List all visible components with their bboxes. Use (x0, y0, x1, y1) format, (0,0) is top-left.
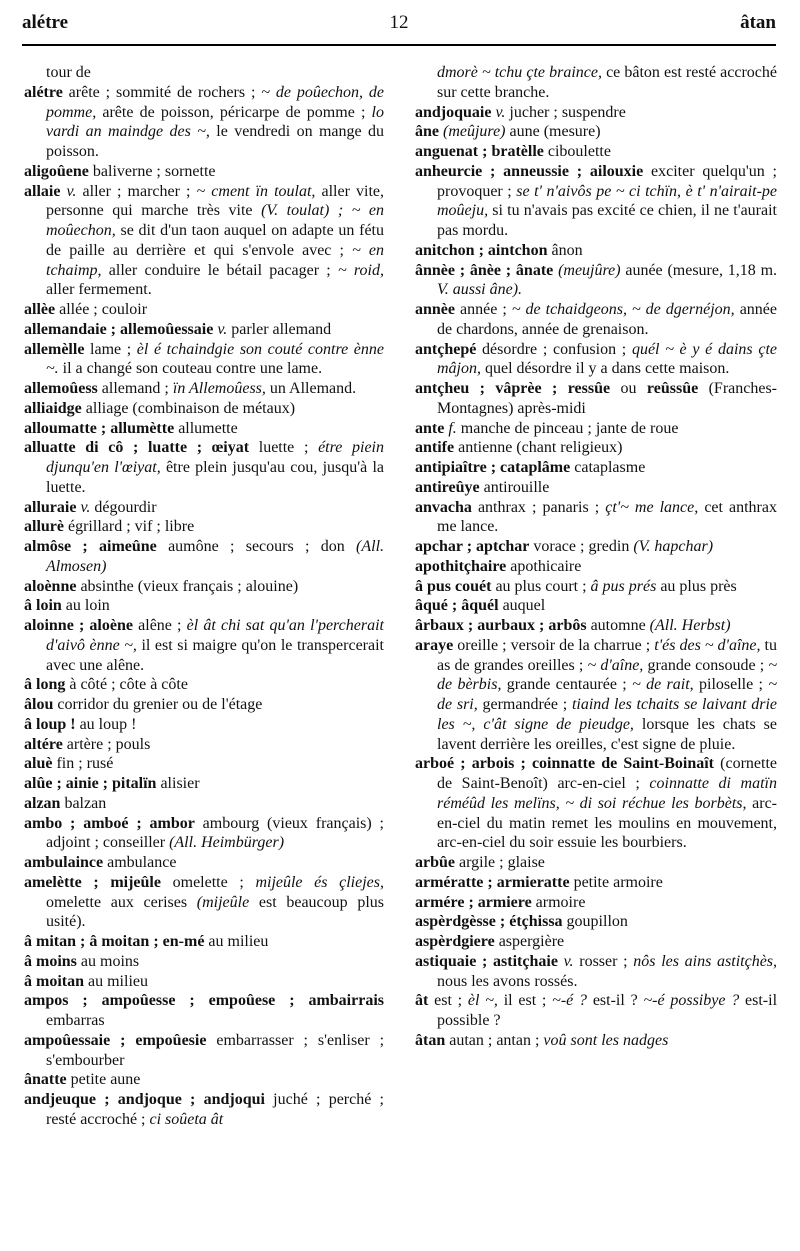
entry-definition: ce bâton est resté accroché sur cette branche. (437, 64, 778, 101)
entry-headword: amelètte ; mijeûle (24, 873, 161, 891)
dictionary-entry (415, 537, 777, 557)
entry-example: se t' n'aivôs pe ~ ci tchïn, è t' n'airait-pe moûeju, (437, 182, 777, 220)
entry-definition: aunée (mesure, 1,18 m. (620, 261, 778, 279)
dictionary-entry (24, 952, 384, 972)
left-column (24, 63, 384, 1130)
dictionary-entry (24, 932, 384, 952)
dictionary-entry (415, 340, 777, 380)
entry-headword: alzan (24, 794, 61, 812)
dictionary-entry (415, 63, 777, 103)
entry-definition: rosser ; (573, 952, 634, 970)
entry-headword: armératte ; armieratte (415, 873, 570, 891)
entry-example: voû sont les nadges (543, 1031, 669, 1049)
entry-headword: aloinne ; aloène (24, 617, 133, 634)
entry-definition: exciter quelqu'un ; provoquer ; (437, 162, 777, 200)
entry-headword: â pus couét (415, 577, 492, 595)
entry-definition: alliage (combinaison de métaux) (81, 399, 296, 417)
entry-headword: ambo ; amboé ; ambor (24, 814, 195, 832)
dictionary-entry (415, 577, 777, 597)
entry-definition: piloselle ; (693, 676, 769, 694)
entry-headword: â loup ! (24, 715, 76, 733)
dictionary-entry (24, 1031, 384, 1071)
entry-headword: armére ; armiere (415, 893, 532, 911)
entry-definition: il est ; (497, 992, 553, 1010)
dictionary-entry (415, 379, 777, 419)
entry-headword: anguenat ; bratèlle (415, 143, 544, 160)
entry-example: (meûjure) (443, 123, 506, 141)
entry-example: (V. hapchar) (633, 538, 714, 555)
entry-example: v. (217, 320, 228, 338)
entry-headword: antipiaître ; cataplâme (415, 459, 571, 476)
entry-definition: omelette ; (160, 873, 256, 891)
dictionary-entry (415, 103, 777, 123)
dictionary-entry (24, 83, 384, 162)
entry-definition: aumône ; secours ; don (156, 538, 357, 555)
entry-example: ~ de bèrbis, (437, 656, 778, 694)
entry-definition: corridor du grenier ou de l'étage (53, 696, 263, 713)
entry-headword: alétre (24, 83, 63, 101)
entry-headword: antçheu ; vâprèe ; ressûe (415, 380, 611, 397)
entry-example: ~ de rait, (632, 676, 694, 694)
entry-definition: oreille ; versoir de la charrue ; (453, 636, 655, 654)
dictionary-entry (24, 419, 384, 439)
entry-definition: cet anthrax me lance. (437, 498, 777, 536)
entry-headword: aloènne (24, 577, 77, 595)
entry-definition: allumette (174, 419, 238, 437)
entry-example: (All. Herbst) (649, 617, 731, 634)
entry-definition: au milieu (204, 933, 269, 950)
dictionary-entry (24, 794, 384, 814)
entry-example: â pus prés (590, 577, 657, 595)
entry-headword: allemèlle (24, 340, 85, 358)
entry-definition: il est si maigre qu'on le transpercerait avec une alêne. (46, 636, 384, 674)
entry-example: t'és des ~ d'aîne, (654, 636, 761, 654)
dictionary-entry (24, 1090, 384, 1130)
entry-definition: vorace ; gredin (529, 538, 634, 555)
entry-headword: anheurcie ; anneussie ; ailouxie (415, 162, 644, 180)
dictionary-entry (415, 873, 777, 893)
entry-definition: au loup ! (75, 715, 137, 733)
entry-headword: arboé ; arbois ; coinnatte de Saint-Boinaît (415, 755, 715, 773)
entry-example: (V. toulat) ; ~ en moûechon, (46, 202, 384, 239)
entry-example: quél ~ è y é dains çte mâjon, (437, 340, 778, 378)
entry-example: èl ât chi sat qu'an l'percherait d'aivô ènne ~, (46, 617, 384, 654)
entry-definition: quel désordre il y a dans cette maison. (481, 360, 730, 378)
entry-definition: au loin (61, 597, 110, 615)
dictionary-entry (24, 320, 384, 340)
entry-headword: allèe (24, 301, 56, 318)
entry-definition: année ; (455, 301, 512, 318)
entry-definition: embarrasser ; s'enliser ; s'embourber (46, 1031, 385, 1069)
entry-definition: juché ; perché ; resté accroché ; (46, 1091, 384, 1128)
entry-definition: grande centaurée ; (501, 676, 633, 694)
entry-definition: il a changé son couteau contre une lame. (58, 360, 323, 378)
entry-headword: antife (415, 439, 455, 457)
entry-definition: ou (610, 380, 647, 397)
entry-definition: antirouille (479, 478, 550, 496)
entry-example: tiaind les tchaits se laivant drie les ~, c'ât signe de pieudge, (437, 696, 778, 733)
entry-example: v. (495, 103, 506, 121)
entry-headword: aligoûene (24, 162, 89, 180)
entry-definition: aller ; marcher ; (76, 182, 197, 200)
dictionary-entry (415, 616, 777, 636)
entry-definition: si tu n'avais pas excité ce chien, il ne t'aurait pas mordu. (437, 202, 777, 239)
dictionary-entry (24, 715, 384, 735)
entry-example: ~ de sri, (437, 676, 777, 713)
entry-headword: almôse ; aimeûne (24, 538, 157, 555)
entry-definition: autan ; antan ; (445, 1031, 544, 1049)
dictionary-entry (24, 991, 384, 1031)
right-column (415, 63, 777, 1051)
entry-definition: aller fermement. (46, 281, 152, 299)
dictionary-entry (24, 63, 384, 83)
dictionary-entry (415, 893, 777, 913)
entry-example: nôs les ains astitçhès, (633, 952, 778, 970)
dictionary-entry (24, 399, 384, 419)
entry-definition: embarras (46, 1012, 105, 1029)
entry-headword: annèe (415, 301, 455, 318)
entry-example: v. (66, 182, 77, 200)
entry-definition: allée ; couloir (55, 301, 148, 318)
entry-headword: ânnèe ; ânèe ; ânate (415, 261, 554, 279)
dictionary-entry (24, 379, 384, 399)
entry-headword: anvacha (415, 498, 472, 516)
entry-definition: apothicaire (506, 557, 582, 575)
dictionary-entry (24, 735, 384, 755)
entry-definition: goupillon (562, 913, 628, 931)
entry-definition: ambulance (103, 854, 177, 871)
entry-example: étre piein djunqu'en l'œiyat, (46, 439, 385, 476)
dictionary-entry (24, 577, 384, 597)
entry-headword: allemandaie ; allemoûessaie (24, 320, 214, 338)
entry-example: v. (80, 498, 91, 516)
entry-definition: petite armoire (569, 873, 663, 891)
dictionary-entry (415, 596, 777, 616)
entry-headword: â moins (24, 952, 77, 970)
entry-example: ~ en tchaimp, (46, 241, 384, 279)
entry-headword: âqué ; âquél (415, 597, 499, 615)
entry-example: (All. Almosen) (46, 538, 385, 575)
entry-example: ~-é possibye ? (643, 992, 740, 1010)
dictionary-entry (415, 438, 777, 458)
entry-definition: argile ; glaise (455, 854, 545, 871)
entry-headword: allemoûess (24, 380, 98, 397)
entry-definition: égrillard ; vif ; libre (64, 518, 195, 536)
header-right-headword: âtan (740, 12, 776, 33)
dictionary-entry (24, 754, 384, 774)
entry-headword: âtan (415, 1031, 446, 1049)
dictionary-entry (24, 695, 384, 715)
entry-definition: manche de pinceau ; jante de roue (456, 419, 679, 437)
entry-headword: âne (415, 123, 439, 141)
entry-example: ci soûeta ât (149, 1110, 224, 1128)
entry-definition: au plus près (656, 577, 737, 595)
entry-headword: alloumatte ; allumètte (24, 419, 175, 437)
entry-headword: ânatte (24, 1071, 67, 1089)
dictionary-entry (24, 873, 384, 932)
dictionary-entry (415, 1031, 777, 1051)
entry-headword: antçhepé (415, 340, 477, 358)
dictionary-entry (415, 991, 777, 1031)
entry-definition: absinthe (vieux français ; alouine) (76, 577, 299, 595)
entry-example: èl é tchaindgie son couté contre ènne ~. (46, 340, 384, 378)
entry-definition: dégourdir (90, 498, 157, 516)
entry-definition: est-il ? (587, 992, 644, 1010)
entry-headword: antireûye (415, 478, 480, 496)
entry-headword: â mitan ; â moitan ; en-mé (24, 933, 205, 950)
entry-example: (mijeûle (196, 893, 250, 911)
dictionary-entry (415, 261, 777, 301)
dictionary-entry (415, 932, 777, 952)
dictionary-entry (415, 952, 777, 992)
entry-headword: ambulaince (24, 854, 104, 871)
dictionary-entry (415, 142, 777, 162)
entry-headword: alluraie (24, 498, 77, 516)
entry-example: ~ de tchaidgeons, ~ de dgernéjon, (511, 301, 735, 318)
entry-definition: à côté ; côte à côte (65, 676, 188, 694)
dictionary-entry (24, 616, 384, 675)
entry-headword: arbûe (415, 854, 455, 871)
entry-example: v. (563, 952, 574, 970)
dictionary-entry (415, 300, 777, 340)
entry-definition: (cornette de Saint-Benoît) arc-en-ciel ; (437, 755, 777, 792)
entry-example: çt'~ me lance, (605, 498, 699, 516)
entry-definition: antienne (chant religieux) (454, 439, 623, 457)
dictionary-entry (24, 498, 384, 518)
entry-example: ~-é ? (552, 992, 588, 1010)
dictionary-entry (415, 498, 777, 538)
entry-example: ~ de poûechon, de pomme, (46, 83, 385, 121)
dictionary-entry (415, 458, 777, 478)
entry-definition: un Allemand. (265, 380, 357, 397)
entry-definition: arête de poisson, péricarpe de pomme ; (96, 103, 372, 121)
entry-headword: altére (24, 735, 63, 753)
page-number: 12 (389, 12, 409, 33)
entry-headword: andjeuque ; andjoque ; andjoqui (24, 1091, 265, 1108)
dictionary-entry (415, 241, 777, 261)
entry-headword: apothitçhaire (415, 557, 507, 575)
dictionary-entry (24, 340, 384, 380)
dictionary-entry (24, 517, 384, 537)
dictionary-entry (415, 853, 777, 873)
entry-definition: année de chardons, année de grenaison. (437, 301, 778, 338)
entry-example: èl ~, (467, 992, 498, 1010)
entry-definition: nous les avons rossés. (437, 972, 578, 990)
entry-headword: ampoûessaie ; empoûesie (24, 1031, 207, 1049)
entry-definition: lorsque les chats se lavent derrière les oreilles, c'est signe de pluie. (437, 715, 777, 753)
entry-definition: alêne ; (132, 617, 187, 634)
dictionary-entry (24, 774, 384, 794)
entry-definition: ânon (547, 241, 583, 259)
entry-example: lo vardi an maindge des ~, (46, 103, 384, 141)
entry-headword: ârbaux ; aurbaux ; arbôs (415, 617, 587, 634)
entry-headword: âlou (24, 696, 54, 713)
entry-definition: aller vite, personne qui marche très vite (46, 182, 384, 220)
entry-definition: le vendredi on mange du poisson. (46, 123, 385, 160)
entry-definition: armoire (531, 893, 586, 911)
entry-definition: aller conduire le bétail pacager ; (101, 261, 339, 279)
entry-definition: auquel (498, 597, 546, 615)
entry-definition: baliverne ; sornette (88, 162, 216, 180)
entry-definition: au plus court ; (491, 577, 591, 595)
dictionary-entry (24, 972, 384, 992)
entry-definition: ciboulette (543, 143, 611, 160)
entry-example: V. aussi âne). (437, 281, 523, 299)
entry-definition: jucher ; suspendre (505, 103, 626, 121)
entry-example: ~ roid, (338, 261, 385, 279)
entry-headword: allurè (24, 518, 64, 536)
dictionary-entry (24, 162, 384, 182)
entry-headword: alluatte di cô ; luatte ; œiyat (24, 439, 250, 457)
dictionary-entry (415, 557, 777, 577)
entry-definition: petite aune (66, 1071, 141, 1089)
entry-definition: aune (mesure) (505, 123, 601, 141)
entry-headword: ante (415, 419, 445, 437)
entry-headword: alliaidge (24, 399, 82, 417)
entry-definition: omelette aux cerises (46, 893, 197, 911)
entry-headword: â moitan (24, 972, 84, 990)
page-header (22, 12, 776, 40)
dictionary-entry (415, 636, 777, 755)
entry-definition: alisier (156, 775, 200, 792)
entry-definition: tu as de grandes oreilles ; (437, 636, 777, 674)
entry-definition: est-il possible ? (437, 992, 778, 1029)
entry-headword: anitchon ; aintchon (415, 241, 548, 259)
entry-definition: tour de (46, 64, 91, 81)
entry-definition: ambourg (vieux français) ; adjoint ; conseiller (46, 814, 384, 852)
entry-headword: â long (24, 676, 66, 694)
entry-definition: aspergière (494, 933, 565, 950)
dictionary-entry (24, 182, 384, 301)
entry-definition: allemand ; (97, 380, 173, 397)
dictionary-entry (24, 1070, 384, 1090)
dictionary-entry (24, 438, 384, 497)
entry-definition: arête ; sommité de rochers ; (62, 83, 262, 101)
entry-example: coinnatte di matïn réméûd les melïns, ~ di soi réchue les borbèts, (437, 775, 777, 812)
entry-definition: au moins (76, 952, 140, 970)
entry-definition: balzan (60, 794, 107, 812)
entry-headword: reûssûe (646, 380, 699, 397)
entry-definition: grande consoude ; (643, 656, 769, 674)
entry-example: ïn Allemoûess, (172, 380, 266, 397)
dictionary-entry (415, 162, 777, 241)
entry-definition: est beaucoup plus usité). (46, 893, 385, 931)
entry-definition: germandrée ; (477, 696, 572, 713)
dictionary-entry (24, 596, 384, 616)
entry-headword: aspèrdgiere (415, 933, 495, 950)
entry-headword: ampos ; ampoûesse ; empoûese ; ambairrais (24, 992, 384, 1010)
entry-definition: lame ; (84, 340, 137, 358)
entry-definition: luette ; (249, 439, 319, 457)
header-left-headword: alétre (22, 12, 69, 33)
entry-headword: araye (415, 636, 454, 654)
entry-example: dmorè ~ tchu çte braince, (437, 64, 602, 81)
dictionary-entry (415, 912, 777, 932)
entry-example: ~ d'aîne, (587, 656, 644, 674)
entry-headword: allaie (24, 182, 61, 200)
entry-headword: â loin (24, 597, 62, 615)
entry-definition: automne (586, 617, 650, 634)
entry-example: f. (448, 419, 457, 437)
dictionary-entry (415, 419, 777, 439)
dictionary-entry (24, 300, 384, 320)
entry-definition: être plein jusqu'au cou, jusqu'à la luette. (46, 459, 385, 496)
entry-example: mijeûle és çliejes, (255, 873, 384, 891)
entry-definition: arc-en-ciel du matin remet les moulins en mouvement, arc-en-ciel du soir essuie les bourbiers. (437, 794, 778, 852)
dictionary-entry (24, 853, 384, 873)
entry-definition: parler allemand (227, 320, 332, 338)
entry-headword: astiquaie ; astitçhaie (415, 952, 558, 970)
entry-definition: se dit d'un taon auquel on adapte un fétu de paille au derrière et qui s'envole avec ; (46, 222, 384, 259)
entry-definition: artère ; pouls (62, 735, 151, 753)
dictionary-entry (415, 122, 777, 142)
entry-headword: aluè (24, 755, 53, 773)
entry-headword: andjoquaie (415, 103, 492, 121)
entry-definition: au milieu (84, 972, 148, 990)
dictionary-entry (24, 537, 384, 577)
entry-definition: désordre ; confusion ; (476, 340, 632, 358)
header-rule (22, 44, 776, 46)
dictionary-entry (24, 814, 384, 854)
dictionary-entry (415, 754, 777, 853)
entry-example: (All. Heimbürger) (169, 834, 285, 852)
entry-example: ~ cment ïn toulat, (196, 182, 316, 200)
entry-example: (meujûre) (558, 261, 621, 279)
entry-headword: apchar ; aptchar (415, 538, 530, 555)
dictionary-entry (415, 478, 777, 498)
entry-definition: anthrax ; panaris ; (471, 498, 606, 516)
entry-headword: aspèrdgèsse ; étçhissa (415, 913, 563, 931)
entry-headword: alûe ; ainie ; pitalïn (24, 775, 157, 792)
entry-headword: ât (415, 992, 429, 1010)
entry-definition: (Franches-Montagnes) après-midi (437, 380, 778, 417)
entry-definition: cataplasme (570, 459, 646, 476)
dictionary-entry (24, 675, 384, 695)
entry-definition: fin ; rusé (52, 755, 114, 773)
entry-definition: est ; (428, 992, 468, 1010)
